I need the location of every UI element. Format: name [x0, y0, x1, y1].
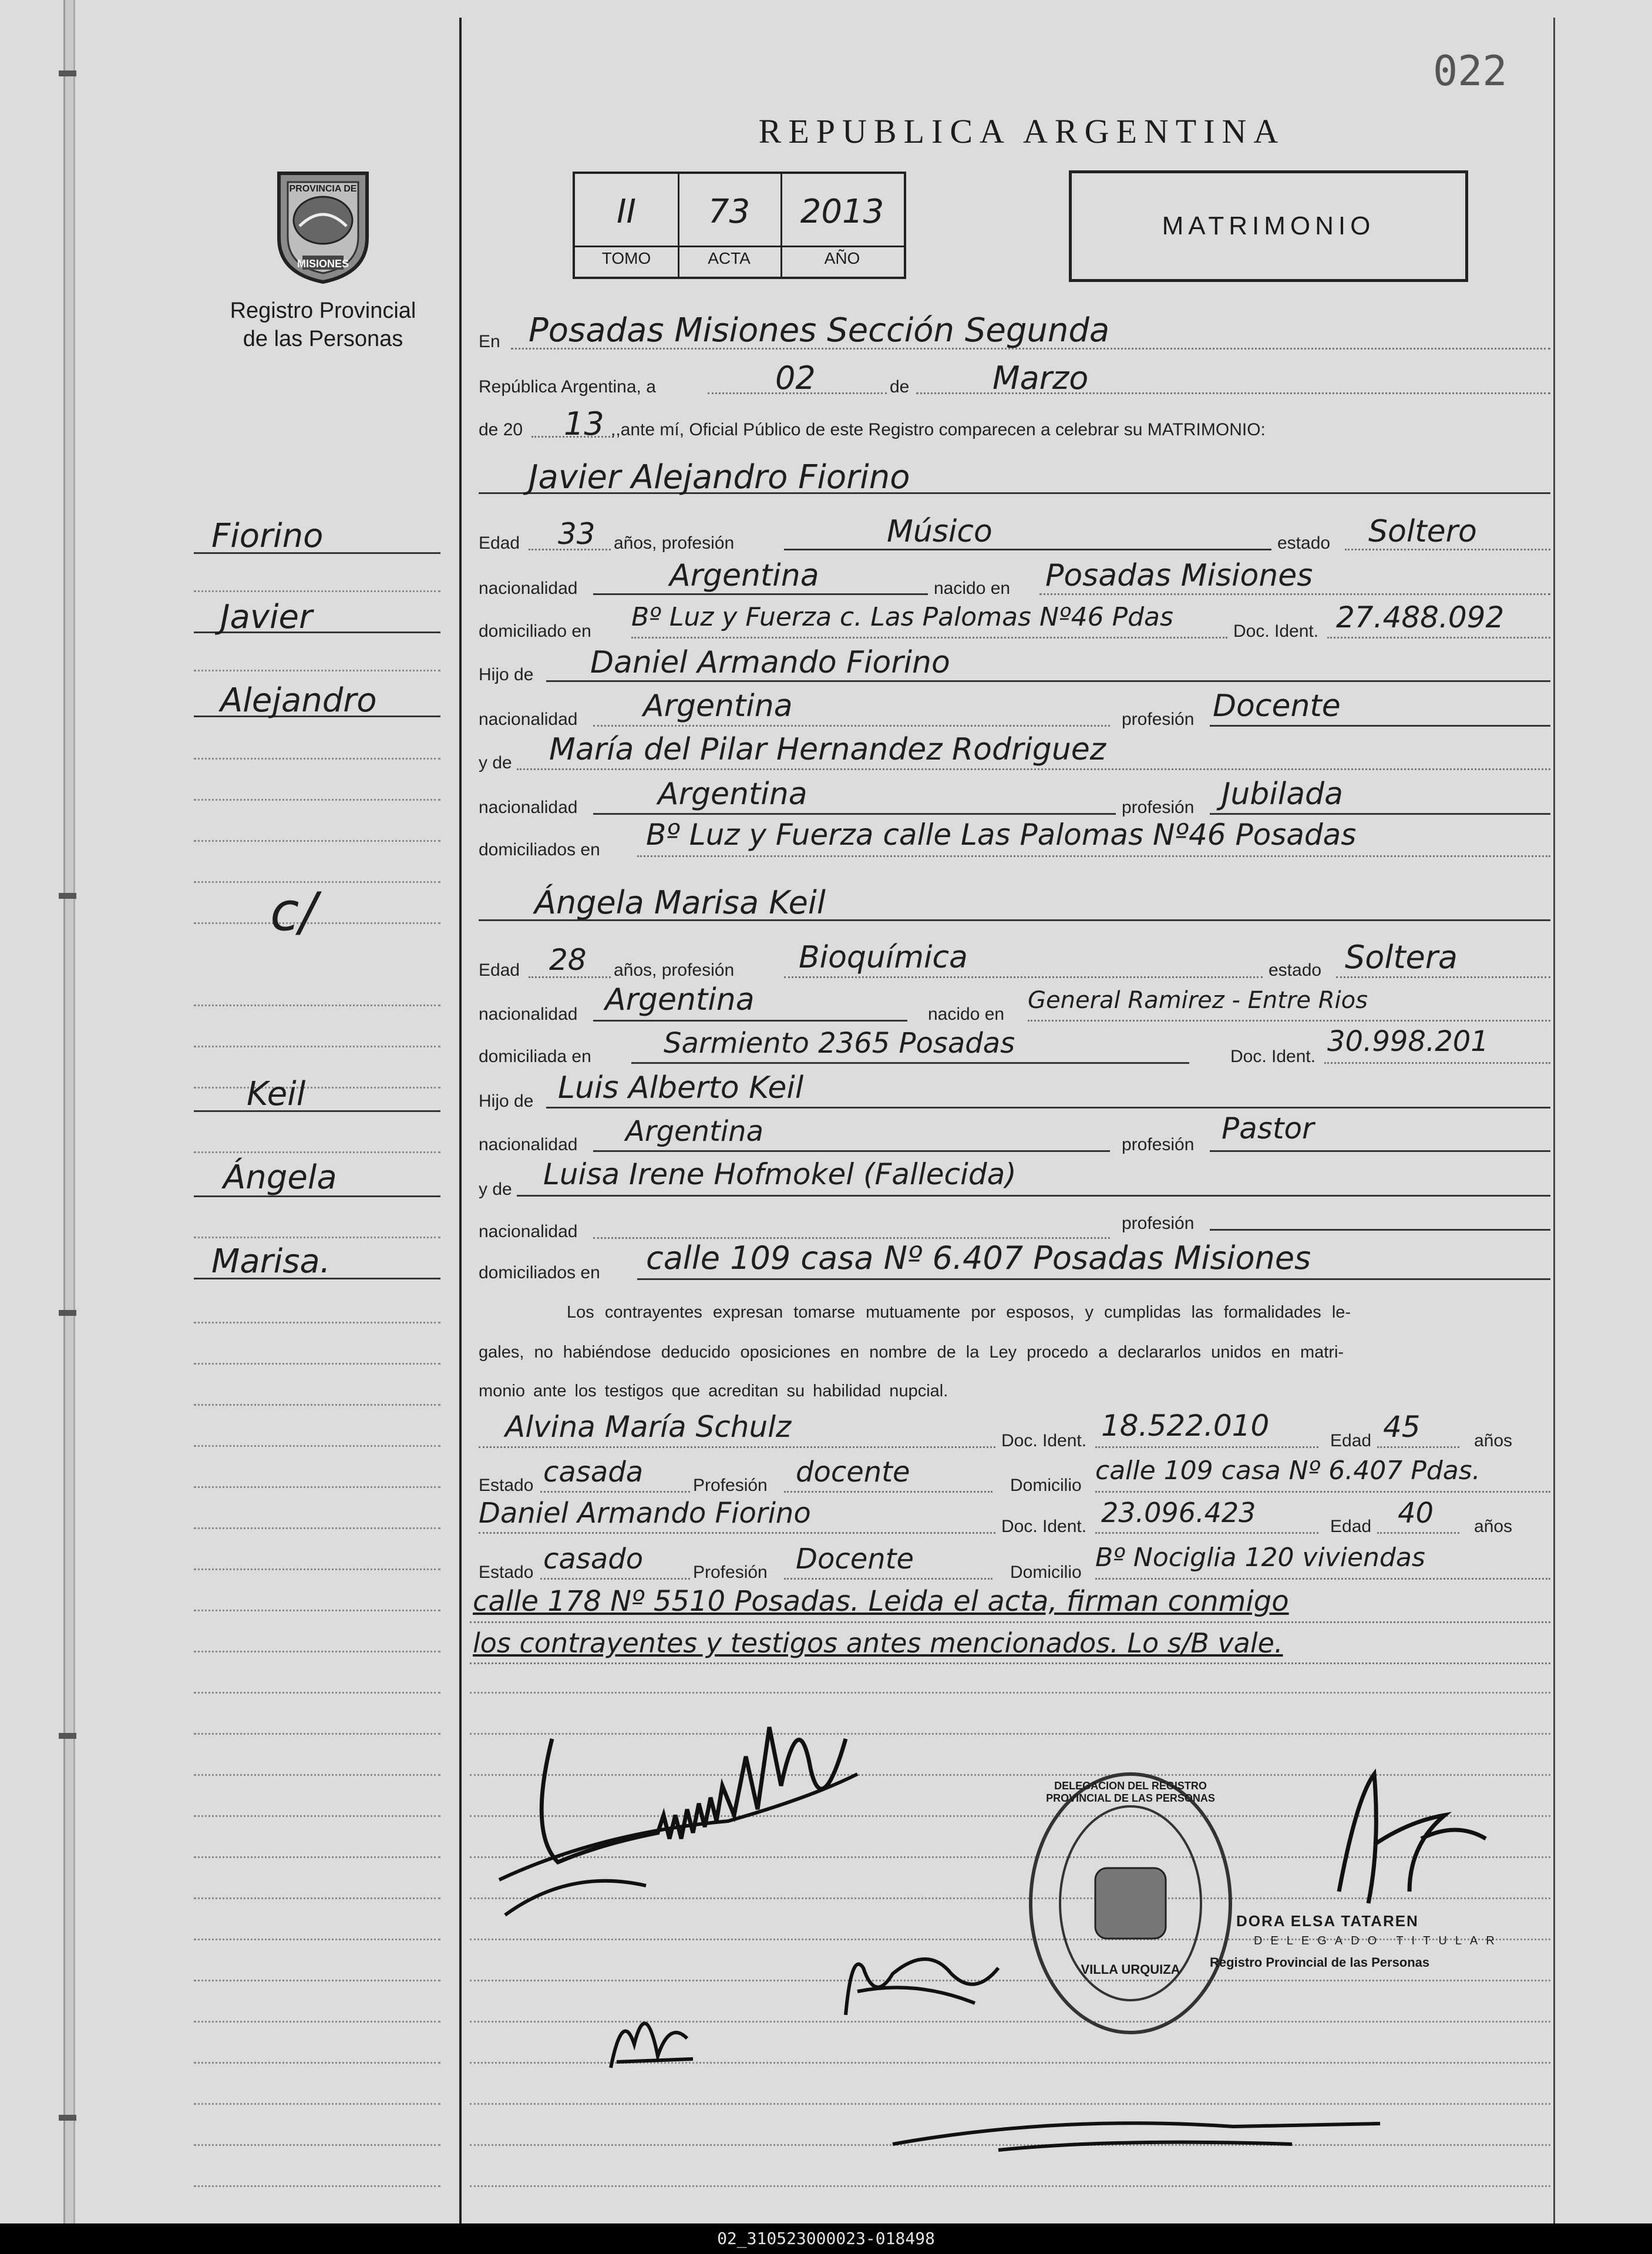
witness2-estado: casado: [543, 1543, 644, 1576]
closing-line1: calle 178 Nº 5510 Posadas. Leida el acta, firman conmigo: [473, 1585, 1289, 1618]
acta-value: 73: [708, 193, 751, 231]
registry-line2: de las Personas: [243, 327, 403, 351]
bride-age: 28: [549, 943, 587, 977]
label-nacionalidad-2: nacionalidad: [479, 710, 578, 729]
acta-label: ACTA: [708, 249, 751, 267]
bride-father-nationality: Argentina: [625, 1115, 763, 1148]
binding-stitch: [59, 1310, 76, 1316]
groom-marital-status: Soltero: [1368, 514, 1477, 549]
label-anos-profesion: años, profesión: [614, 533, 735, 553]
bride-full-name: Ángela Marisa Keil: [534, 884, 826, 921]
seal-top-text: PROVINCIA DE: [289, 184, 357, 194]
witness1-doc: 18.522.010: [1101, 1409, 1270, 1443]
groom-birthplace: Posadas Misiones: [1045, 558, 1313, 593]
binding-stitch: [59, 1733, 76, 1739]
witness1-profesion: docente: [796, 1456, 910, 1489]
witness2-age: 40: [1398, 1497, 1434, 1530]
groom-father-profession: Docente: [1213, 688, 1341, 724]
bride-parents-address: calle 109 casa Nº 6.407 Posadas Misiones: [646, 1239, 1311, 1277]
bride-nationality: Argentina: [605, 982, 755, 1017]
label-nacionalidad-5: nacionalidad: [479, 1135, 578, 1154]
act-year: 13: [564, 405, 604, 442]
witness2-doc: 23.096.423: [1101, 1497, 1256, 1529]
label-w2-doc: Doc. Ident.: [1001, 1517, 1087, 1536]
label-w1-profesion: Profesión: [693, 1476, 768, 1495]
groom-mother-nationality: Argentina: [658, 777, 808, 812]
label-doc-ident-2: Doc. Ident.: [1230, 1047, 1316, 1066]
declaration-line2: gales, no habiéndose deducido oposiciones en nombre de la Ley procedo a declararlos unidos en matri-: [479, 1343, 1344, 1362]
official-stamp: [1025, 1768, 1236, 2038]
tomo-value: II: [616, 193, 637, 231]
stamp-ring-text: DELEGACION DEL REGISTRO PROVINCIAL DE LAS PERSONAS: [1046, 1780, 1215, 1804]
binding-edge: [63, 0, 75, 2223]
act-type-box: [1069, 170, 1468, 282]
label-w1-estado: Estado: [479, 1476, 534, 1495]
label-w2-anos: años: [1474, 1517, 1513, 1536]
bride-father-profession: Pastor: [1222, 1111, 1314, 1146]
label-ante-mi: ,,ante mí, Oficial Público de este Registro comparecen a celebrar su MATRIMONIO:: [611, 420, 1266, 439]
signature-bottom: [881, 2091, 1409, 2162]
act-type: MATRIMONIO: [1162, 211, 1375, 240]
bride-address: Sarmiento 2365 Posadas: [664, 1027, 1015, 1060]
margin-separator: c/: [270, 881, 317, 943]
province-seal: [267, 162, 379, 285]
label-w1-doc: Doc. Ident.: [1001, 1431, 1087, 1450]
label-w2-edad: Edad: [1330, 1517, 1372, 1536]
act-day: 02: [775, 360, 816, 397]
witness1-estado: casada: [543, 1456, 644, 1489]
witness2-profesion: Docente: [796, 1543, 914, 1576]
bride-mother: Luisa Irene Hofmokel (Fallecida): [543, 1157, 1017, 1191]
groom-parents-address: Bº Luz y Fuerza calle Las Palomas Nº46 Posadas: [646, 818, 1357, 852]
label-w2-profesion: Profesión: [693, 1563, 768, 1582]
page-number: 022: [1433, 47, 1508, 95]
closing-line2: los contrayentes y testigos antes mencionados. Lo s/B vale.: [473, 1627, 1283, 1659]
label-domiciliados: domiciliados en: [479, 840, 600, 859]
label-w1-edad: Edad: [1330, 1431, 1372, 1450]
label-w1-anos: años: [1474, 1431, 1513, 1450]
label-w2-domicilio: Domicilio: [1010, 1563, 1082, 1582]
label-hijo-de-2: Hijo de: [479, 1091, 534, 1111]
label-nacido-en: nacido en: [934, 579, 1011, 598]
label-de: de: [890, 377, 910, 397]
binding-stitch: [59, 893, 76, 899]
declaration-line3: monio ante los testigos que acreditan su habilidad nupcial.: [479, 1382, 948, 1400]
label-w1-domicilio: Domicilio: [1010, 1476, 1082, 1495]
label-nacionalidad: nacionalidad: [479, 579, 578, 598]
label-hijo-de: Hijo de: [479, 665, 534, 684]
margin-bride-name2: Marisa.: [211, 1242, 331, 1281]
groom-father: Daniel Armando Fiorino: [590, 645, 950, 680]
label-profesion-3: profesión: [1122, 1135, 1195, 1154]
act-month: Marzo: [992, 360, 1089, 397]
label-republica: República Argentina, a: [479, 377, 656, 397]
anio-label: AÑO: [824, 249, 860, 267]
label-nacionalidad-3: nacionalidad: [479, 798, 578, 817]
declaration-line1: Los contrayentes expresan tomarse mutuamente por esposos, y cumplidas las formalidades le-: [567, 1303, 1351, 1322]
groom-nationality: Argentina: [669, 558, 819, 593]
label-profesion-2: profesión: [1122, 798, 1195, 817]
signature-witness-2: [599, 1986, 705, 2080]
registry-box: [573, 172, 906, 279]
label-de20: de 20: [479, 420, 523, 439]
label-y-de-2: y de: [479, 1180, 512, 1199]
signature-witness: [822, 1933, 1010, 2027]
label-anos-profesion-2: años, profesión: [614, 960, 735, 980]
margin-groom-name2: Alejandro: [220, 681, 377, 720]
country-title: REPUBLICA ARGENTINA: [758, 112, 1286, 150]
stamp-inner-text: VILLA URQUIZA: [1081, 1962, 1180, 1977]
groom-full-name: Javier Alejandro Fiorino: [529, 458, 910, 496]
right-rule: [1553, 18, 1555, 2223]
official-org: Registro Provincial de las Personas: [1210, 1955, 1430, 1970]
registry-line1: Registro Provincial: [230, 298, 416, 323]
label-doc-ident: Doc. Ident.: [1233, 622, 1319, 641]
groom-doc-ident: 27.488.092: [1336, 600, 1505, 634]
margin-groom-name1: Javier: [220, 598, 313, 636]
label-edad-2: Edad: [479, 960, 520, 980]
tomo-label: TOMO: [601, 249, 651, 267]
label-domiciliada: domiciliada en: [479, 1047, 591, 1066]
witness2-domicilio: Bº Nociglia 120 viviendas: [1095, 1543, 1425, 1573]
groom-address: Bº Luz y Fuerza c. Las Palomas Nº46 Pdas: [631, 602, 1173, 632]
groom-profession: Músico: [887, 514, 992, 549]
witness1-name: Alvina María Schulz: [505, 1410, 792, 1444]
bride-profession: Bioquímica: [799, 940, 968, 975]
witness1-age: 45: [1383, 1410, 1421, 1444]
label-nacionalidad-4: nacionalidad: [479, 1005, 578, 1024]
label-edad: Edad: [479, 533, 520, 553]
witness1-domicilio: calle 109 casa Nº 6.407 Pdas.: [1095, 1456, 1481, 1486]
label-profesion: profesión: [1122, 710, 1195, 729]
margin-groom-surname: Fiorino: [211, 517, 324, 555]
groom-mother-profession: Jubilada: [1222, 777, 1343, 812]
bride-birthplace: General Ramirez - Entre Rios: [1028, 987, 1368, 1014]
margin-bride-surname: Keil: [247, 1075, 306, 1113]
witness2-name: Daniel Armando Fiorino: [479, 1497, 811, 1530]
label-estado-2: estado: [1269, 960, 1322, 980]
margin-bride-name1: Ángela: [223, 1158, 337, 1197]
bride-doc-ident: 30.998.201: [1327, 1025, 1489, 1058]
label-domiciliados-2: domiciliados en: [479, 1263, 600, 1282]
label-profesion-4: profesión: [1122, 1214, 1195, 1233]
label-y-de: y de: [479, 753, 512, 772]
anio-value: 2013: [800, 193, 884, 231]
bride-marital-status: Soltera: [1345, 939, 1458, 976]
footer-id: 02_310523000023-018498: [0, 2223, 1652, 2254]
act-place: Posadas Misiones Sección Segunda: [529, 311, 1110, 350]
label-domiciliado: domiciliado en: [479, 622, 591, 641]
label-nacionalidad-6: nacionalidad: [479, 1222, 578, 1241]
seal-bottom-text: MISIONES: [297, 258, 349, 270]
bride-father: Luis Alberto Keil: [558, 1070, 804, 1106]
official-name: DORA ELSA TATAREN: [1236, 1912, 1419, 1930]
groom-father-nationality: Argentina: [643, 688, 793, 724]
groom-mother: María del Pilar Hernandez Rodriguez: [549, 732, 1106, 767]
signature-official: [1292, 1751, 1503, 1927]
official-title: DELEGADO TITULAR: [1254, 1934, 1503, 1947]
label-en: En: [479, 332, 500, 351]
binding-stitch: [59, 2115, 76, 2121]
label-estado: estado: [1277, 533, 1331, 553]
binding-stitch: [59, 70, 76, 76]
groom-age: 33: [558, 517, 595, 551]
signature-groom: [482, 1668, 963, 1950]
label-w2-estado: Estado: [479, 1563, 534, 1582]
label-nacido-en-2: nacido en: [928, 1005, 1005, 1024]
